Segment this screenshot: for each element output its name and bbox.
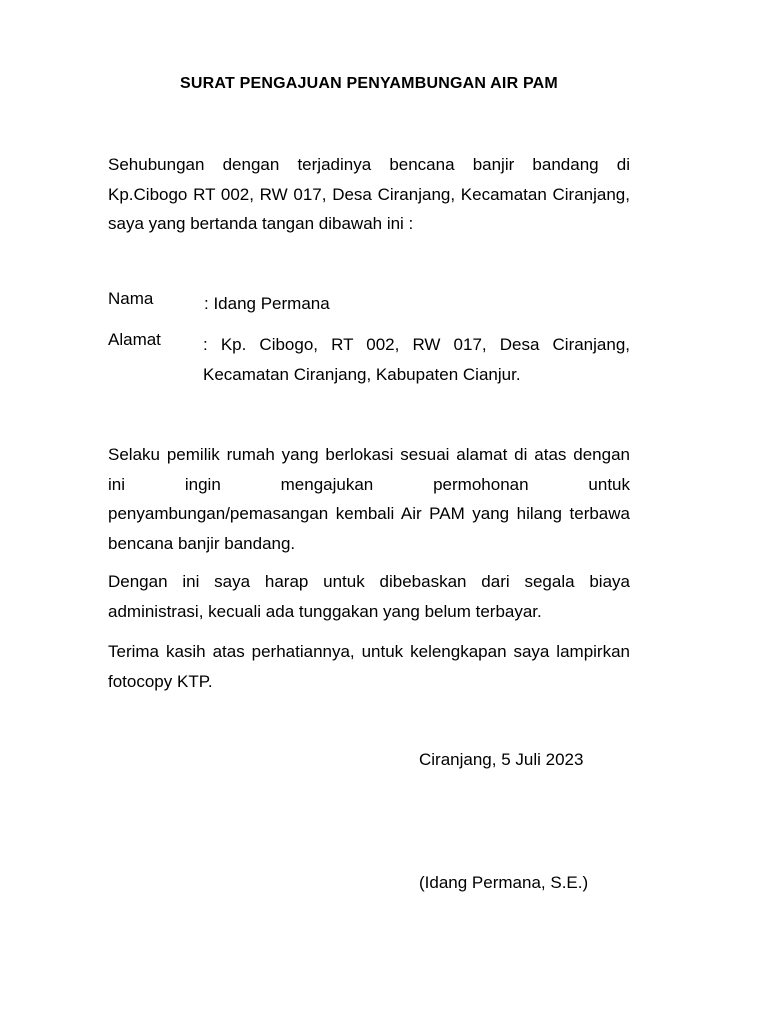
alamat-value: : Kp. Cibogo, RT 002, RW 017, Desa Ciranjang, Kecamatan Ciranjang, Kabupaten Cianjur. xyxy=(203,335,630,384)
nama-label: Nama xyxy=(108,289,154,308)
place-date: Ciranjang, 5 Juli 2023 xyxy=(419,750,584,769)
document-title: SURAT PENGAJUAN PENYAMBUNGAN AIR PAM xyxy=(180,75,558,92)
intro-paragraph: Sehubungan dengan terjadinya bencana banjir bandang di Kp.Cibogo RT 002, RW 017, Desa Ciranjang, Kecamatan Ciranjang, saya yang bertanda tangan dibawah ini : xyxy=(108,155,630,233)
alamat-label: Alamat xyxy=(108,330,161,349)
signatory-name: (Idang Permana, S.E.) xyxy=(419,873,589,892)
request-paragraph: Selaku pemilik rumah yang berlokasi sesuai alamat di atas dengan ini ingin mengajukan permohonan untuk penyambungan/pemasangan kembali Air PAM yang hilang terbawa bencana banjir bandang. xyxy=(108,445,630,553)
thanks-paragraph: Terima kasih atas perhatiannya, untuk kelengkapan saya lampirkan fotocopy KTP. xyxy=(108,642,630,691)
fee-paragraph: Dengan ini saya harap untuk dibebaskan dari segala biaya administrasi, kecuali ada tunggakan yang belum terbayar. xyxy=(108,572,630,621)
nama-value: : Idang Permana xyxy=(204,294,330,313)
